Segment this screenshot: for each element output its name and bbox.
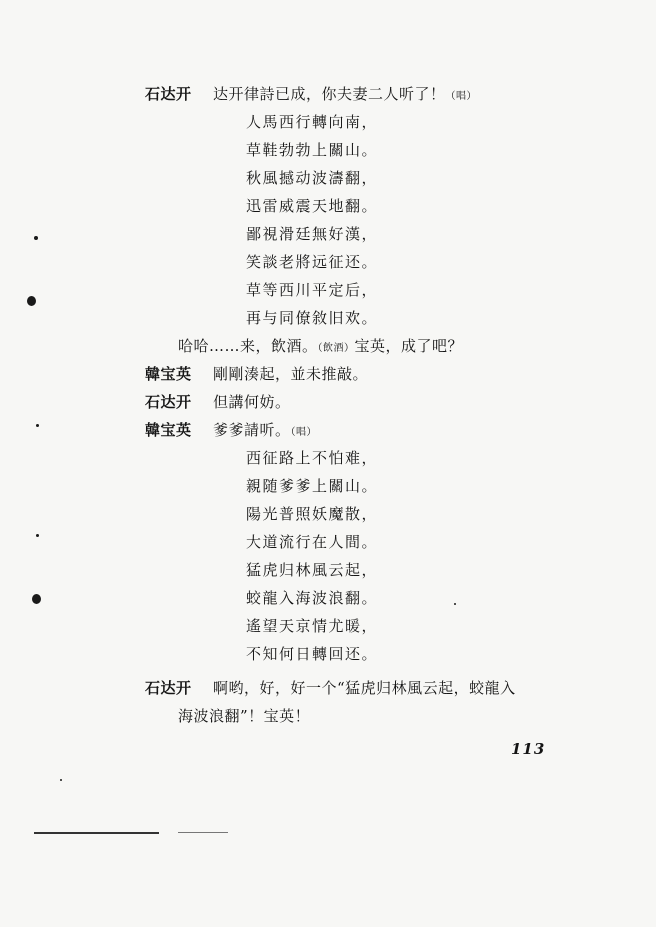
scan-speck xyxy=(36,424,39,427)
speaker-name: 石达开 xyxy=(145,393,192,411)
dialogue-text: 达开律詩已成，你夫妻二人听了！ xyxy=(213,85,446,103)
dialogue-line xyxy=(145,364,368,384)
scan-edge-mark xyxy=(178,832,228,833)
verse-line: 遙望天京情尤暖， xyxy=(246,617,379,635)
verse-line: 笑談老將远征还。 xyxy=(246,253,379,271)
verse-line: 蛟龍入海波浪翻。 xyxy=(246,589,379,607)
speaker-name: 韓宝英 xyxy=(145,421,192,439)
verse-line: 草鞋勃勃上關山。 xyxy=(246,141,379,159)
verse-line: 猛虎归林風云起， xyxy=(246,561,379,579)
speaker-name: 石达开 xyxy=(145,679,192,697)
dialogue-line xyxy=(145,392,291,412)
dialogue-text: 啊哟，好，好一个“猛虎归林風云起，蛟龍入 xyxy=(213,679,516,697)
page-number: 113 xyxy=(511,740,546,758)
stage-direction: （唱） xyxy=(445,91,478,102)
scan-speck xyxy=(36,534,39,537)
scan-edge-mark xyxy=(34,832,159,834)
verse-line: 迅雷威震天地翻。 xyxy=(246,197,379,215)
verse-line: 再与同僚敘旧欢。 xyxy=(246,309,379,327)
verse-line: 親随爹爹上關山。 xyxy=(246,477,379,495)
verse-line: 鄙視滑廷無好漢， xyxy=(246,225,379,243)
dialogue-text: 哈哈……来，飲酒。 xyxy=(178,337,318,355)
dialogue-text: 但講何妨。 xyxy=(213,393,291,411)
dialogue-continuation: 海波浪翻”！宝英！ xyxy=(178,707,311,725)
dialogue-text: 宝英，成了吧？ xyxy=(354,337,464,355)
dialogue-line xyxy=(178,336,463,359)
verse-line: 不知何日轉回还。 xyxy=(246,645,379,663)
verse-line: 陽光普照妖魔散， xyxy=(246,505,379,523)
speaker-name: 韓宝英 xyxy=(145,365,192,383)
dialogue-text: 爹爹請听。 xyxy=(213,421,291,439)
verse-line: 西征路上不怕难， xyxy=(246,449,379,467)
scan-speck xyxy=(454,603,456,605)
stage-direction: （唱） xyxy=(290,427,318,438)
dialogue-line xyxy=(145,84,477,107)
speaker-name: 石达开 xyxy=(145,85,192,103)
verse-line: 人馬西行轉向南， xyxy=(246,113,379,131)
verse-line: 秋風撼动波濤翻， xyxy=(246,169,379,187)
dialogue-text: 剛剛湊起，並未推敲。 xyxy=(213,365,369,383)
verse-line: 草等西川平定后， xyxy=(246,281,379,299)
verse-line: 大道流行在人間。 xyxy=(246,533,379,551)
stage-direction: （飲酒） xyxy=(317,343,355,354)
scan-speck xyxy=(34,236,38,240)
dialogue-line xyxy=(145,420,317,443)
scan-speck xyxy=(27,296,36,306)
dialogue-line xyxy=(145,678,516,698)
scan-speck xyxy=(60,779,62,781)
scan-speck xyxy=(32,594,41,604)
